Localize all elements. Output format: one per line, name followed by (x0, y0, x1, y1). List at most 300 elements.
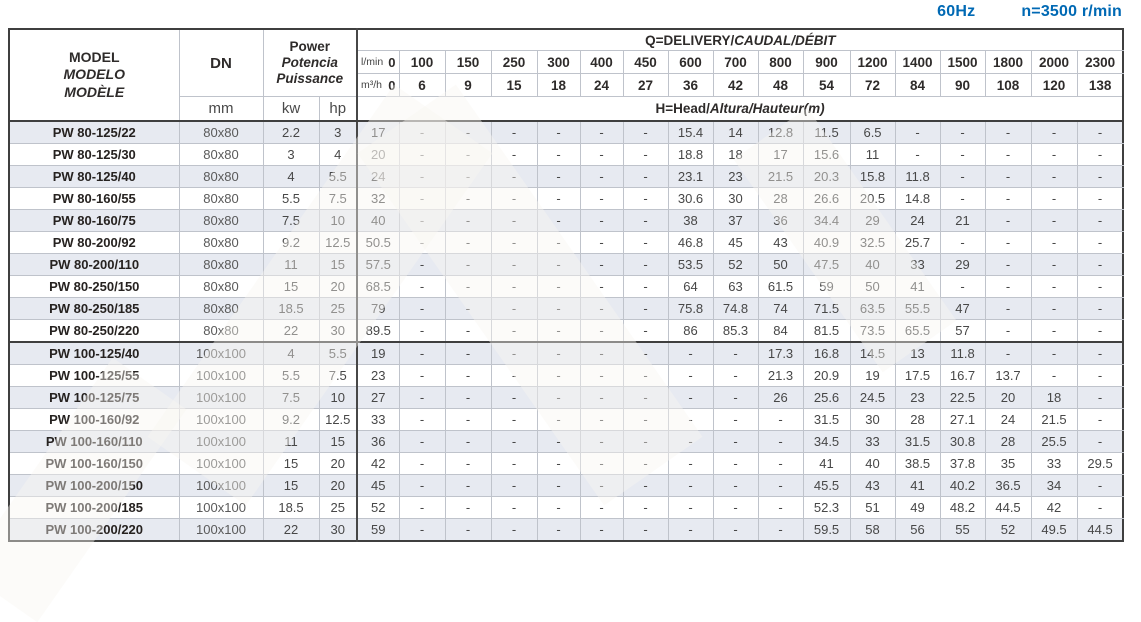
head-cell: 29.5 (1077, 453, 1123, 475)
head-cell: 36 (357, 431, 399, 453)
dn-cell: 80x80 (179, 320, 263, 343)
head-cell: - (399, 320, 445, 343)
head-cell: - (445, 519, 491, 542)
head-cell: - (445, 475, 491, 497)
table-row (9, 519, 1123, 542)
head-cell: - (491, 409, 537, 431)
head-cell: - (1031, 121, 1077, 144)
head-cell: - (1077, 166, 1123, 188)
model-cell: PW 100-200/185 (9, 497, 179, 519)
head-cell: 25.6 (803, 387, 850, 409)
model-cell: PW 80-125/22 (9, 121, 179, 144)
dn-unit-mm: mm (179, 97, 263, 122)
head-cell: - (623, 431, 668, 453)
head-cell: - (985, 188, 1031, 210)
table-row (9, 276, 1123, 298)
model-cell: PW 100-200/150 (9, 475, 179, 497)
table-row (9, 497, 1123, 519)
head-cell: - (445, 298, 491, 320)
head-cell: - (758, 453, 803, 475)
head-cell: 15.8 (850, 166, 895, 188)
head-cell: 84 (758, 320, 803, 343)
head-cell: - (623, 121, 668, 144)
head-cell: - (399, 298, 445, 320)
head-cell: - (668, 453, 713, 475)
kw-cell: 22 (263, 320, 319, 343)
head-cell: - (713, 387, 758, 409)
kw-cell: 2.2 (263, 121, 319, 144)
kw-cell: 11 (263, 431, 319, 453)
head-cell: 63.5 (850, 298, 895, 320)
head-cell: - (1077, 276, 1123, 298)
head-cell: - (1077, 210, 1123, 232)
flow-m3h-value: 6 (399, 74, 445, 97)
head-cell: - (1077, 387, 1123, 409)
head-cell: 18.8 (668, 144, 713, 166)
head-cell: - (580, 365, 623, 387)
head-cell: - (1077, 342, 1123, 365)
head-cell: - (399, 365, 445, 387)
head-cell: - (668, 365, 713, 387)
dn-cell: 100x100 (179, 475, 263, 497)
head-cell: 30 (713, 188, 758, 210)
head-cell: - (399, 409, 445, 431)
head-cell: 27 (357, 387, 399, 409)
head-cell: 18 (1031, 387, 1077, 409)
frequency-label: 60Hz (937, 3, 976, 20)
dn-cell: 80x80 (179, 210, 263, 232)
head-cell: 53.5 (668, 254, 713, 276)
model-cell: PW 80-250/220 (9, 320, 179, 343)
head-cell: - (537, 144, 580, 166)
head-cell: - (623, 254, 668, 276)
head-cell: 73.5 (850, 320, 895, 343)
hp-cell: 4 (319, 144, 357, 166)
table-row (9, 210, 1123, 232)
flow-m3h-zero-cell: m³/h 0 (357, 74, 399, 97)
head-cell: - (491, 144, 537, 166)
head-cell: - (1077, 232, 1123, 254)
head-cell: - (1031, 298, 1077, 320)
dn-cell: 80x80 (179, 232, 263, 254)
head-cell: 25.7 (895, 232, 940, 254)
head-cell: 29 (940, 254, 985, 276)
head-cell: - (1031, 166, 1077, 188)
head-cell: 11.8 (895, 166, 940, 188)
hp-cell: 12.5 (319, 232, 357, 254)
head-cell: 28 (895, 409, 940, 431)
head-cell: 30 (850, 409, 895, 431)
head-cell: - (668, 409, 713, 431)
model-cell: PW 100-160/92 (9, 409, 179, 431)
head-cell: 50 (758, 254, 803, 276)
model-cell: PW 80-200/110 (9, 254, 179, 276)
head-cell: - (623, 188, 668, 210)
head-cell: - (985, 254, 1031, 276)
head-cell: - (758, 475, 803, 497)
head-cell: - (623, 365, 668, 387)
table-row (9, 166, 1123, 188)
head-cell: 42 (1031, 497, 1077, 519)
head-cell: 22.5 (940, 387, 985, 409)
model-cell: PW 80-125/30 (9, 144, 179, 166)
hp-cell: 10 (319, 387, 357, 409)
head-cell: - (580, 431, 623, 453)
hp-cell: 20 (319, 475, 357, 497)
head-cell: - (399, 342, 445, 365)
head-cell: 24 (985, 409, 1031, 431)
head-cell: - (985, 320, 1031, 343)
head-cell: 36.5 (985, 475, 1031, 497)
hp-cell: 7.5 (319, 188, 357, 210)
head-cell: - (491, 232, 537, 254)
head-cell: 61.5 (758, 276, 803, 298)
dn-cell: 80x80 (179, 121, 263, 144)
head-cell: 71.5 (803, 298, 850, 320)
head-cell: - (445, 320, 491, 343)
flow-m3h-value: 54 (803, 74, 850, 97)
flow-m3h-value: 48 (758, 74, 803, 97)
head-cell: - (580, 188, 623, 210)
kw-cell: 22 (263, 519, 319, 542)
head-cell: 6.5 (850, 121, 895, 144)
head-cell: 32 (357, 188, 399, 210)
power-header-fr: Puissance (276, 71, 344, 87)
dn-cell: 100x100 (179, 497, 263, 519)
head-cell: 32.5 (850, 232, 895, 254)
head-cell: 17.3 (758, 342, 803, 365)
head-cell: - (491, 121, 537, 144)
hp-cell: 25 (319, 497, 357, 519)
head-cell: - (491, 475, 537, 497)
head-cell: 59.5 (803, 519, 850, 542)
head-cell: - (668, 497, 713, 519)
flow-m3h-value: 36 (668, 74, 713, 97)
hp-cell: 5.5 (319, 166, 357, 188)
head-cell: - (537, 453, 580, 475)
head-cell: 57 (940, 320, 985, 343)
head-cell: - (1031, 232, 1077, 254)
table-row (9, 387, 1123, 409)
head-cell: - (940, 144, 985, 166)
head-cell: 37 (713, 210, 758, 232)
dn-cell: 80x80 (179, 144, 263, 166)
head-cell: 51 (850, 497, 895, 519)
head-cell: 30.8 (940, 431, 985, 453)
head-cell: - (399, 431, 445, 453)
head-cell: 58 (850, 519, 895, 542)
head-cell: - (580, 144, 623, 166)
head-cell: - (537, 298, 580, 320)
head-cell: 28 (758, 188, 803, 210)
head-cell: - (399, 210, 445, 232)
head-cell: - (445, 342, 491, 365)
head-cell: 28 (985, 431, 1031, 453)
head-cell: 11 (850, 144, 895, 166)
head-cell: - (580, 298, 623, 320)
head-cell: 41 (803, 453, 850, 475)
flow-lmin-value: 1200 (850, 51, 895, 74)
head-cell: - (1077, 409, 1123, 431)
head-cell: - (985, 166, 1031, 188)
head-cell: - (537, 188, 580, 210)
head-cell: - (537, 475, 580, 497)
head-cell: - (580, 276, 623, 298)
head-cell: 35 (985, 453, 1031, 475)
flow-lmin-zero-cell: l/min 0 (357, 51, 399, 74)
head-cell: 47 (940, 298, 985, 320)
head-cell: - (491, 431, 537, 453)
head-cell: - (580, 475, 623, 497)
head-cell: - (537, 254, 580, 276)
head-cell: - (940, 121, 985, 144)
head-cell: - (537, 497, 580, 519)
head-cell: 20 (357, 144, 399, 166)
head-cell: 11.8 (940, 342, 985, 365)
head-cell: 21 (940, 210, 985, 232)
head-cell: - (580, 320, 623, 343)
head-cell: - (940, 276, 985, 298)
head-cell: 20.9 (803, 365, 850, 387)
head-cell: - (491, 453, 537, 475)
head-cell: - (580, 210, 623, 232)
head-cell: - (1031, 144, 1077, 166)
head-cell: - (491, 298, 537, 320)
lmin-unit-label: l/min (361, 56, 384, 68)
hp-cell: 7.5 (319, 365, 357, 387)
head-cell: 50 (850, 276, 895, 298)
dn-cell: 100x100 (179, 342, 263, 365)
head-cell: 29 (850, 210, 895, 232)
flow-lmin-value: 100 (399, 51, 445, 74)
head-cell: - (399, 519, 445, 542)
head-cell: - (399, 166, 445, 188)
head-cell: - (491, 188, 537, 210)
head-cell: 16.7 (940, 365, 985, 387)
head-cell: - (1031, 276, 1077, 298)
kw-cell: 18.5 (263, 497, 319, 519)
flow-lmin-value: 150 (445, 51, 491, 74)
head-cell: 21.3 (758, 365, 803, 387)
head-cell: 20.5 (850, 188, 895, 210)
head-cell: 52.3 (803, 497, 850, 519)
table-row (9, 453, 1123, 475)
head-cell: - (491, 254, 537, 276)
head-cell: 74 (758, 298, 803, 320)
head-cell: - (445, 188, 491, 210)
head-cell: - (623, 497, 668, 519)
flow-m3h-value: 15 (491, 74, 537, 97)
head-cell: 20 (985, 387, 1031, 409)
head-cell: - (580, 453, 623, 475)
head-cell: 21.5 (758, 166, 803, 188)
head-cell: 89.5 (357, 320, 399, 343)
head-cell: 33 (850, 431, 895, 453)
head-cell: - (758, 409, 803, 431)
power-header-en: Power (289, 38, 331, 54)
head-cell: 13 (895, 342, 940, 365)
flow-m3h-value: 138 (1077, 74, 1123, 97)
head-cell: - (985, 298, 1031, 320)
head-cell: 40.9 (803, 232, 850, 254)
kw-cell: 15 (263, 453, 319, 475)
flow-m3h-value: 90 (940, 74, 985, 97)
model-header-en: MODEL (68, 48, 120, 65)
dn-cell: 100x100 (179, 453, 263, 475)
head-cell: 75.8 (668, 298, 713, 320)
hp-cell: 5.5 (319, 342, 357, 365)
head-cell: - (758, 497, 803, 519)
head-cell: 44.5 (1077, 519, 1123, 542)
hp-cell: 30 (319, 519, 357, 542)
head-cell: - (445, 166, 491, 188)
table-row (9, 342, 1123, 365)
flow-m3h-value: 42 (713, 74, 758, 97)
head-cell: 79 (357, 298, 399, 320)
hp-cell: 25 (319, 298, 357, 320)
flow-lmin-value: 1800 (985, 51, 1031, 74)
head-cell: - (623, 232, 668, 254)
head-cell: 43 (758, 232, 803, 254)
kw-cell: 9.2 (263, 232, 319, 254)
head-cell: - (399, 475, 445, 497)
head-cell: 59 (357, 519, 399, 542)
kw-cell: 9.2 (263, 409, 319, 431)
head-cell: 43 (850, 475, 895, 497)
head-cell: - (895, 144, 940, 166)
head-cell: - (1077, 431, 1123, 453)
head-cell: - (940, 188, 985, 210)
head-cell: - (985, 276, 1031, 298)
dn-cell: 80x80 (179, 166, 263, 188)
head-cell: - (580, 232, 623, 254)
flow-m3h-value: 27 (623, 74, 668, 97)
head-cell: - (668, 431, 713, 453)
dn-cell: 100x100 (179, 409, 263, 431)
flow-m3h-value: 72 (850, 74, 895, 97)
head-cell: - (580, 342, 623, 365)
head-cell: 31.5 (895, 431, 940, 453)
head-cell: 45 (713, 232, 758, 254)
head-cell: 41 (895, 276, 940, 298)
kw-cell: 11 (263, 254, 319, 276)
head-cell: - (1077, 320, 1123, 343)
head-cell: 55 (940, 519, 985, 542)
head-cell: - (668, 519, 713, 542)
flow-m3h-value: 9 (445, 74, 491, 97)
power-unit-hp: hp (319, 97, 357, 122)
head-cell: - (537, 232, 580, 254)
kw-cell: 15 (263, 276, 319, 298)
head-cell: - (623, 387, 668, 409)
head-cell: 20.3 (803, 166, 850, 188)
flow-lmin-value: 2300 (1077, 51, 1123, 74)
head-cell: - (623, 342, 668, 365)
head-cell: - (537, 276, 580, 298)
head-cell: 26.6 (803, 188, 850, 210)
head-cell: - (1077, 144, 1123, 166)
head-cell: - (537, 431, 580, 453)
head-cell: - (985, 144, 1031, 166)
head-cell: 19 (850, 365, 895, 387)
head-cell: 15.6 (803, 144, 850, 166)
head-cell: 52 (713, 254, 758, 276)
head-cell: - (580, 409, 623, 431)
head-cell: - (713, 519, 758, 542)
head-cell: - (985, 121, 1031, 144)
head-cell: - (1077, 497, 1123, 519)
head-cell: - (668, 342, 713, 365)
head-cell: - (537, 365, 580, 387)
flow-lmin-value: 2000 (1031, 51, 1077, 74)
head-cell: 74.8 (713, 298, 758, 320)
head-cell: - (537, 409, 580, 431)
head-cell: - (623, 210, 668, 232)
m3h-unit-label: m³/h (361, 79, 383, 91)
head-cell: 30.6 (668, 188, 713, 210)
head-cell: - (445, 276, 491, 298)
head-cell: 34 (1031, 475, 1077, 497)
dn-cell: 100x100 (179, 519, 263, 542)
head-cell: - (623, 166, 668, 188)
table-row (9, 431, 1123, 453)
kw-cell: 4 (263, 166, 319, 188)
model-header-es: MODELO (63, 66, 125, 83)
head-cell: 38.5 (895, 453, 940, 475)
head-cell: - (1077, 365, 1123, 387)
head-cell: 40 (850, 453, 895, 475)
head-cell: - (491, 166, 537, 188)
kw-cell: 5.5 (263, 188, 319, 210)
kw-cell: 4 (263, 342, 319, 365)
head-cell: 15.4 (668, 121, 713, 144)
flow-lmin-value: 600 (668, 51, 713, 74)
head-cell: 40 (357, 210, 399, 232)
head-cell: - (491, 320, 537, 343)
flow-m3h-value: 120 (1031, 74, 1077, 97)
head-cell: - (445, 497, 491, 519)
head-cell: - (713, 409, 758, 431)
head-cell: 59 (803, 276, 850, 298)
power-header-es: Potencia (281, 54, 338, 70)
head-cell: 81.5 (803, 320, 850, 343)
table-row (9, 475, 1123, 497)
head-cell: - (985, 210, 1031, 232)
head-cell: 14.8 (895, 188, 940, 210)
head-cell: 24 (895, 210, 940, 232)
head-cell: - (537, 210, 580, 232)
head-cell: 41 (895, 475, 940, 497)
flow-m3h-value: 18 (537, 74, 580, 97)
head-cell: 37.8 (940, 453, 985, 475)
model-cell: PW 100-200/220 (9, 519, 179, 542)
model-cell: PW 100-160/110 (9, 431, 179, 453)
table-row (9, 121, 1123, 144)
head-cell: - (399, 276, 445, 298)
head-cell: - (580, 166, 623, 188)
head-cell: 17 (357, 121, 399, 144)
model-cell: PW 100-125/40 (9, 342, 179, 365)
head-cell: - (623, 475, 668, 497)
dn-cell: 80x80 (179, 188, 263, 210)
head-cell: - (623, 276, 668, 298)
head-cell: - (940, 166, 985, 188)
pump-spec-table (8, 28, 1124, 542)
head-cell: 14.5 (850, 342, 895, 365)
model-cell: PW 100-125/75 (9, 387, 179, 409)
head-cell: 52 (985, 519, 1031, 542)
flow-m3h-value: 84 (895, 74, 940, 97)
